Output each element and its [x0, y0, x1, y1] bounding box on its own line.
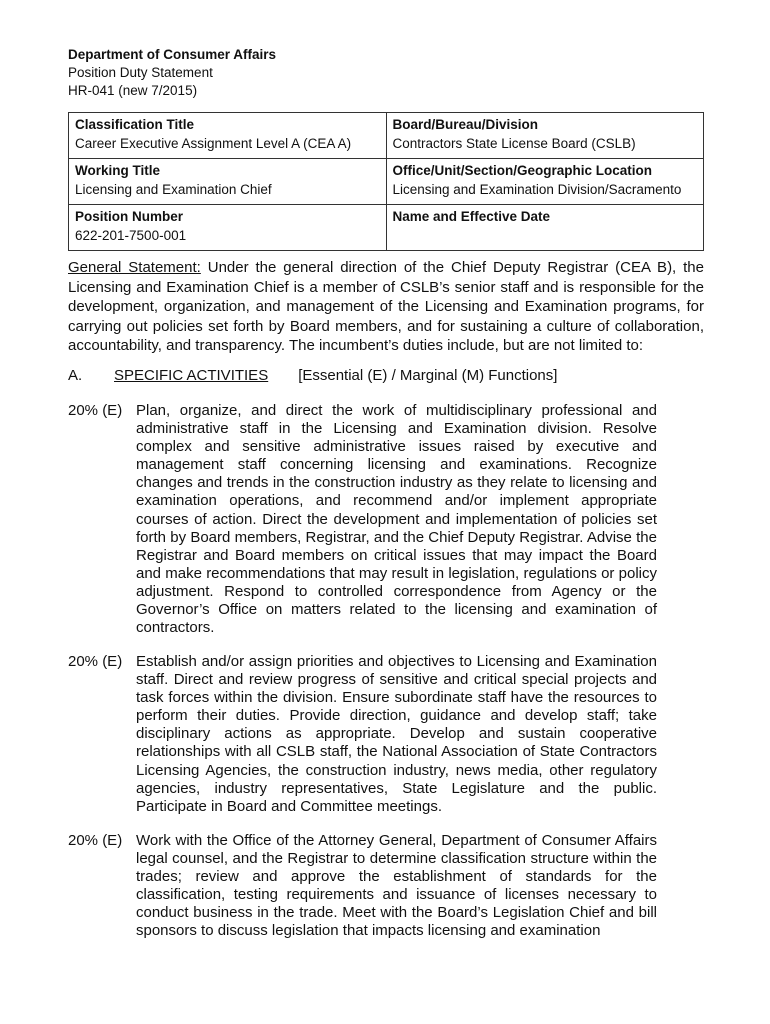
document-type: Position Duty Statement [68, 65, 213, 80]
name-date-label: Name and Effective Date [392, 209, 551, 224]
activity-text: Establish and/or assign priorities and objectives to Licensing and Examination staff. Direct and review progress of sensitive and critical special projects and task forces within the division. Ensure subordinate staff have the resources to perform their duties. Provide direction, guidance and develop staff; take disciplinary actions as appropriate. Develop and sustain cooperative relationships with all CSLB staff, the National Association of State Contractors Licensing Agencies, the construction industry, news media, other regulatory agencies, industry representatives, State Legislature and the public. Participate in Board and Committee meetings. [136, 653, 657, 815]
office-label: Office/Unit/Section/Geographic Location [392, 163, 653, 178]
position-number-cell [69, 205, 387, 251]
office-cell [386, 159, 704, 205]
classification-title-label: Classification Title [75, 117, 195, 132]
position-number-label: Position Number [75, 209, 184, 224]
activity-percent: 20% (E) [68, 653, 123, 670]
office-value: Licensing and Examination Division/Sacramento [392, 182, 682, 197]
form-id: HR-041 (new 7/2015) [68, 83, 198, 98]
working-title-label: Working Title [75, 163, 161, 178]
section-heading [68, 366, 557, 385]
activity-percent: 20% (E) [68, 832, 123, 849]
classification-title-cell [69, 113, 387, 159]
general-statement-text: Under the general direction of the Chief Deputy Registrar (CEA B), the Licensing and Examination Chief is a member of CSLB’s senior staff and is responsible for the development, organization, and management of the Licensing and Examination programs, for carrying out policies set forth by Board members, and for sustaining a culture of collaboration, accountability, and transparency. The incumbent’s duties include, but are not limited to: [68, 259, 704, 354]
position-info-table [68, 112, 704, 251]
working-title-cell [69, 159, 387, 205]
board-value: Contractors State License Board (CSLB) [392, 136, 636, 151]
section-letter: A. [68, 367, 83, 384]
board-label: Board/Bureau/Division [392, 117, 539, 132]
classification-title-value: Career Executive Assignment Level A (CEA A) [75, 136, 352, 151]
general-statement-label: General Statement: [68, 259, 201, 276]
activity-text: Plan, organize, and direct the work of multidisciplinary professional and administrative staff in the Licensing and Examination division. Resolve complex and sensitive administrative issues raised by executive and management staff concerning licensing and examinations. Recognize changes and trends in the construction industry as they relate to licensing and examination operations, and recommend and/or implement appropriate courses of action. Direct the development and implementation of policies set forth by Board members, Registrar, and the Chief Deputy Registrar. Advise the Registrar and Board members on critical issues that may impact the Board and make recommendations that may result in legislation, regulations or policy adjustment. Respond to controlled correspondence from Agency or the Governor’s Office on matters related to the licensing and examination of contractors. [136, 402, 657, 637]
document-header [68, 46, 276, 100]
activity-percent: 20% (E) [68, 402, 123, 419]
section-subtitle: [Essential (E) / Marginal (M) Functions] [298, 367, 558, 384]
working-title-value: Licensing and Examination Chief [75, 182, 272, 197]
board-cell [386, 113, 704, 159]
section-title: SPECIFIC ACTIVITIES [114, 367, 269, 384]
activity-text: Work with the Office of the Attorney General, Department of Consumer Affairs legal counsel, and the Registrar to determine classification structure within the trades; review and approve the establishment of standards for the classification, testing requirements and issuance of licenses necessary to conduct business in the trade. Meet with the Board’s Legislation Chief and bill sponsors to discuss legislation that impacts licensing and examination [136, 832, 657, 940]
department-name: Department of Consumer Affairs [68, 47, 277, 62]
general-statement [68, 258, 704, 356]
position-number-value: 622-201-7500-001 [75, 228, 187, 243]
name-date-cell [386, 205, 704, 251]
